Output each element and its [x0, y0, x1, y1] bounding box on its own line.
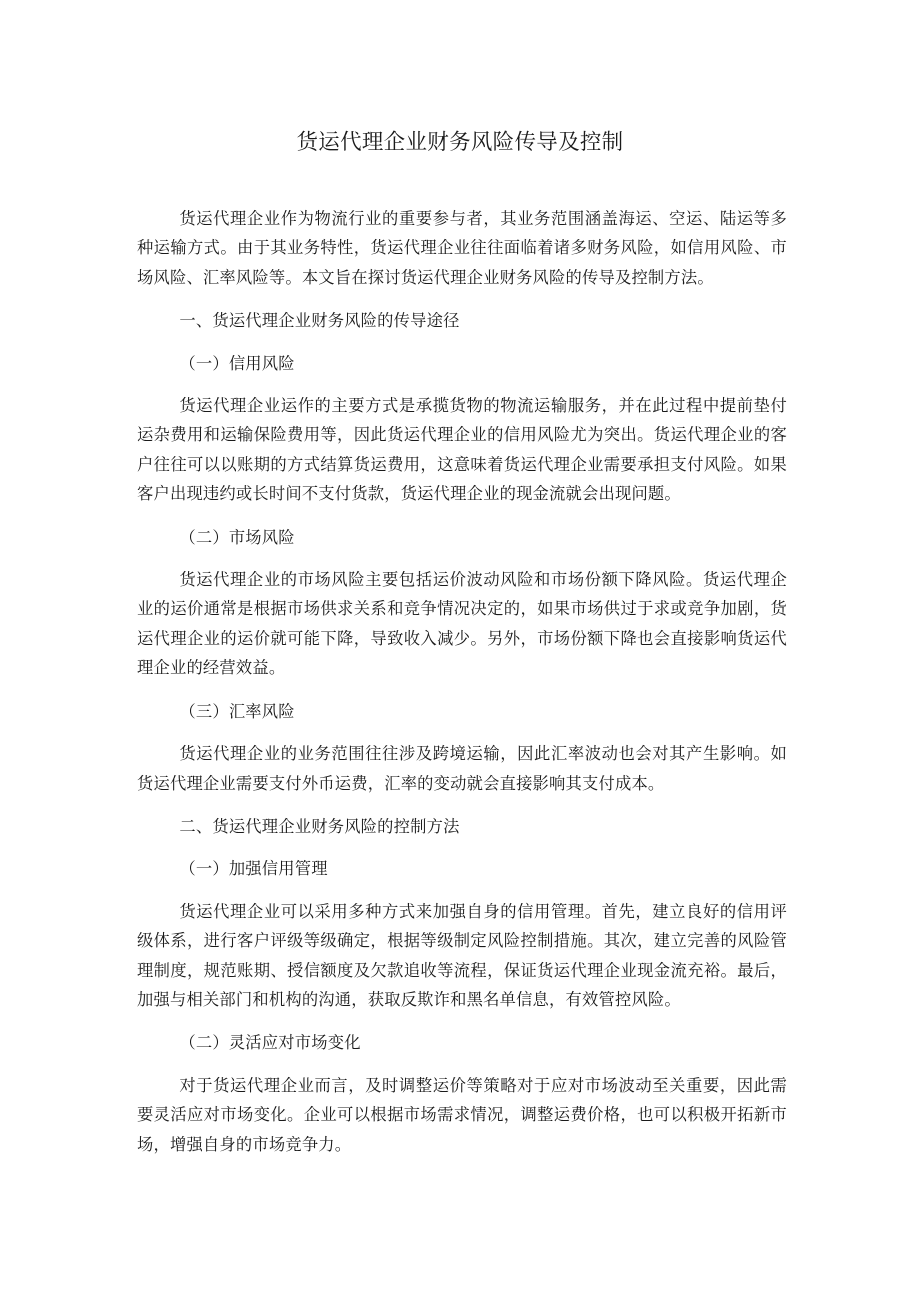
credit-management-paragraph: 货运代理企业可以采用多种方式来加强自身的信用管理。首先，建立良好的信用评级体系，进行客户评级等级确定，根据等级制定风险控制措施。其次，建立完善的风险管理制度，规范账期、授信额度及欠款追收等流程，保证货运代理企业现金流充裕。最后，加强与相关部门和机构的沟通，获取反欺诈和黑名单信息，有效管控风险。 — [137, 901, 787, 1009]
subsection-heading-credit-management: （一）加强信用管理 — [179, 859, 328, 879]
credit-risk-paragraph: 货运代理企业运作的主要方式是承揽货物的物流运输服务，并在此过程中提前垫付运杂费用和运输保险费用等，因此货运代理企业的信用风险尤为突出。货运代理企业的客户往往可以以账期的方式结算货运费用，这意味着货运代理企业需要承担支付风险。如果客户出现违约或长时间不支付货款，货运代理企业的现金流就会出现问题。 — [137, 396, 787, 504]
subsection-heading-credit-risk: （一）信用风险 — [179, 353, 295, 373]
subsection-heading-exchange-risk: （三）汇率风险 — [179, 701, 295, 721]
market-response-paragraph: 对于货运代理企业而言，及时调整运价等策略对于应对市场波动至关重要，因此需要灵活应对市场变化。企业可以根据市场需求情况，调整运费价格，也可以积极开拓新市场，增强自身的市场竞争力。 — [137, 1075, 787, 1154]
subsection-heading-market-response: （二）灵活应对市场变化 — [179, 1033, 361, 1053]
section-heading-1: 一、货运代理企业财务风险的传导途径 — [179, 311, 460, 331]
subsection-heading-market-risk: （二）市场风险 — [179, 527, 295, 547]
section-heading-2: 二、货运代理企业财务风险的控制方法 — [179, 816, 460, 836]
document-title: 货运代理企业财务风险传导及控制 — [296, 130, 624, 155]
exchange-risk-paragraph: 货运代理企业的业务范围往往涉及跨境运输，因此汇率波动也会对其产生影响。如货运代理企业需要支付外币运费，汇率的变动就会直接影响其支付成本。 — [137, 744, 787, 793]
document-body — [137, 204, 787, 1159]
intro-paragraph: 货运代理企业作为物流行业的重要参与者，其业务范围涵盖海运、空运、陆运等多种运输方式。由于其业务特性，货运代理企业往往面临着诸多财务风险，如信用风险、市场风险、汇率风险等。本文旨在探讨货运代理企业财务风险的传导及控制方法。 — [137, 209, 787, 287]
market-risk-paragraph: 货运代理企业的市场风险主要包括运价波动风险和市场份额下降风险。货运代理企业的运价通常是根据市场供求关系和竞争情况决定的，如果市场供过于求或竞争加剧，货运代理企业的运价就可能下降，导致收入减少。另外，市场份额下降也会直接影响货运代理企业的经营效益。 — [137, 570, 787, 678]
